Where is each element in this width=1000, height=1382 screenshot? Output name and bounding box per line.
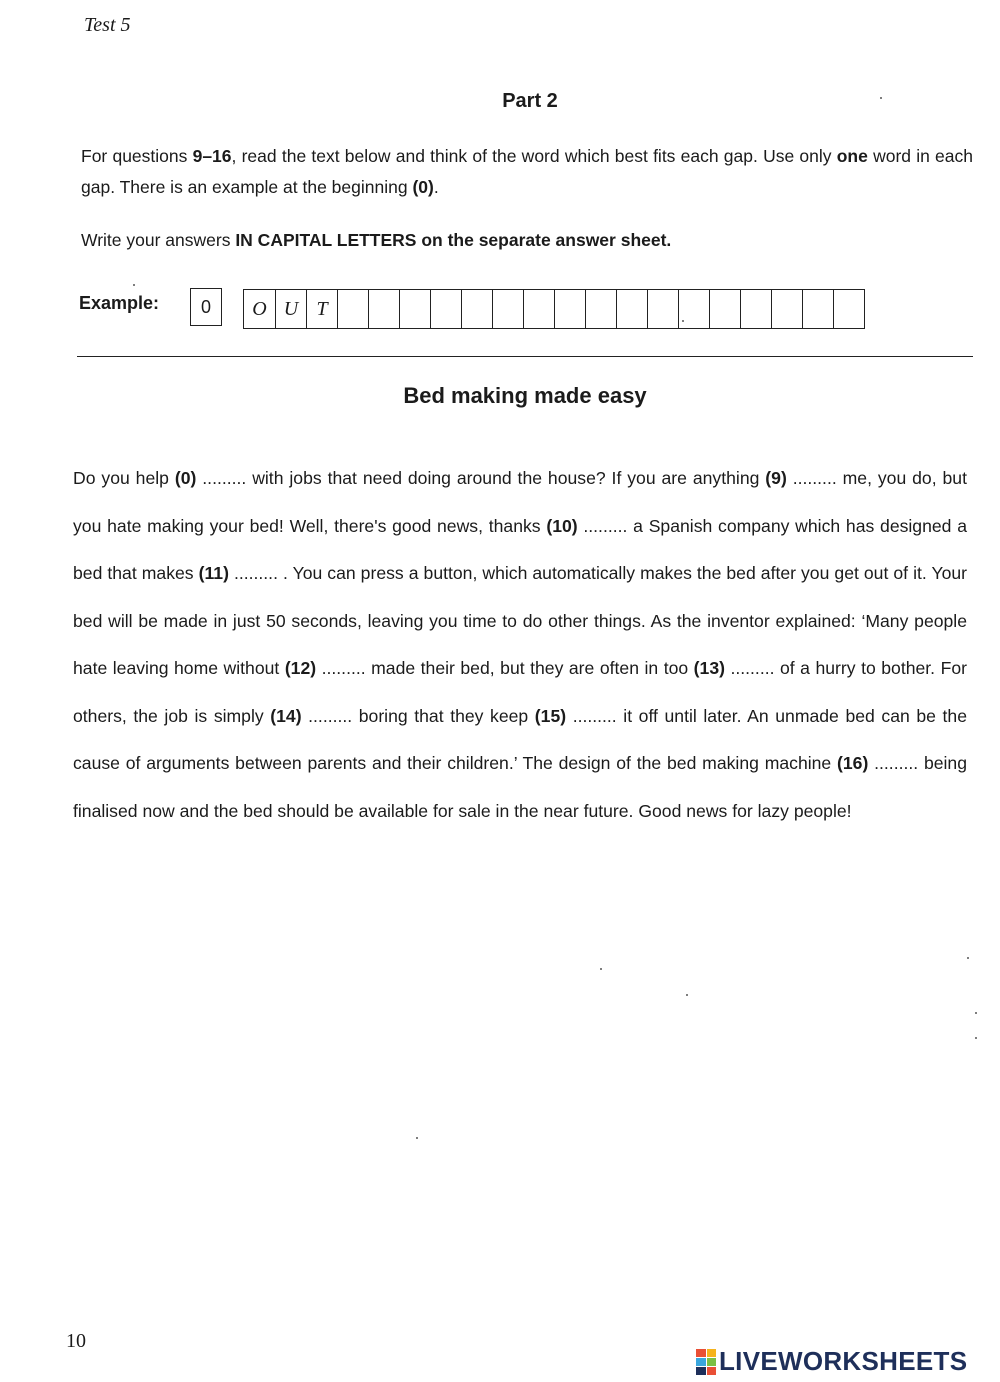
example-letter-cell	[461, 290, 492, 328]
story-segment: ......... made their bed, but they are often in too	[316, 658, 694, 678]
instr-text: Write your answers	[81, 230, 236, 250]
logo-square	[707, 1358, 717, 1366]
instructions-answers	[81, 225, 973, 256]
scan-speck	[967, 957, 969, 959]
scan-speck	[682, 320, 684, 322]
story-segment: ......... being finalised now and the bed should be available for sale in the near future. Good news for lazy people!	[73, 753, 967, 821]
story-segment: ......... it off until later. An unmade bed can be the cause of arguments between parents and their children.’ The design of the bed making machine	[73, 705, 967, 773]
logo-square	[696, 1367, 706, 1375]
test-label: Test 5	[84, 14, 131, 36]
example-letter-cell	[492, 290, 523, 328]
logo-square	[696, 1358, 706, 1366]
example-letter-cell	[585, 290, 616, 328]
instr-question-range: 9–16	[192, 146, 232, 166]
scan-speck	[600, 968, 602, 970]
example-letter-cell	[368, 290, 399, 328]
liveworksheets-brand-text: LIVEWORKSHEETS	[719, 1346, 968, 1376]
scan-speck	[975, 1012, 977, 1014]
example-letter-cell	[554, 290, 585, 328]
instr-example-ref: (0)	[412, 177, 434, 197]
scan-speck	[686, 994, 688, 996]
liveworksheets-logo-icon	[696, 1349, 716, 1375]
logo-square	[707, 1349, 717, 1357]
example-letter-cell	[616, 290, 647, 328]
story-segment: ......... me, you do, but you hate making your bed! Well, there's good news, thanks	[73, 468, 967, 536]
example-letter-cell: O	[252, 297, 267, 320]
gap-number: (13)	[693, 658, 725, 678]
instr-text: .	[433, 177, 439, 197]
example-letter-cell	[399, 290, 430, 328]
gap-number: (12)	[284, 658, 317, 678]
liveworksheets-logo[interactable]	[696, 1346, 967, 1377]
example-number-box: 0	[190, 288, 222, 326]
story-segment: ......... boring that they keep	[301, 705, 535, 726]
story-segment: ......... . You can press a button, which automatically makes the bed after you get out of it. Your bed will be made in just 50 seconds, leaving you time to do other things. As the inventor explained: ‘Many people hate leaving home without	[73, 563, 968, 678]
logo-square	[707, 1367, 717, 1375]
instr-text: word in each gap. There is an example at the beginning	[81, 146, 973, 197]
part-title: Part 2	[502, 90, 558, 112]
example-letter-cell	[523, 290, 554, 328]
story-title: Bed making made easy	[403, 383, 647, 408]
story-segment: ......... a Spanish company which has designed a bed that makes	[73, 515, 967, 583]
instr-text: , read the text below and think of the word which best fits each gap. Use only	[231, 146, 837, 166]
story-text	[73, 455, 967, 835]
logo-square	[696, 1349, 706, 1357]
example-letter-cell	[678, 290, 709, 328]
example-letter-cell	[740, 290, 771, 328]
example-letter-cell	[647, 290, 678, 328]
gap-number: (16)	[837, 753, 869, 773]
gap-number: (10)	[546, 515, 578, 536]
gap-number: (9)	[765, 468, 787, 488]
gap-number: (0)	[174, 468, 197, 488]
example-answer-grid	[243, 289, 865, 329]
example-letter-cell	[709, 290, 740, 328]
example-letter-cell	[771, 290, 802, 328]
gap-number: (11)	[198, 563, 229, 583]
scan-speck	[133, 284, 135, 286]
example-letter-cell	[337, 290, 368, 328]
page-number: 10	[66, 1330, 86, 1352]
story-segment: Do you help	[73, 468, 175, 488]
instructions-questions	[81, 141, 973, 203]
example-letter-cell	[802, 290, 833, 328]
instr-capital-letters: IN CAPITAL LETTERS on the separate answer sheet.	[235, 230, 672, 250]
scan-speck	[880, 97, 882, 99]
story-segment: ......... with jobs that need doing around the house? If you are anything	[196, 468, 766, 488]
scan-speck	[975, 1037, 977, 1039]
scan-speck	[416, 1137, 418, 1139]
gap-number: (14)	[270, 705, 302, 726]
example-letter-cell: U	[275, 290, 306, 328]
divider	[77, 356, 973, 357]
gap-number: (15)	[534, 705, 567, 726]
example-letter-cell	[833, 290, 864, 328]
story-segment: ......... of a hurry to bother. For others, the job is simply	[73, 658, 967, 726]
instr-text: For questions	[81, 146, 193, 166]
instr-one: one	[836, 146, 868, 166]
example-label: Example:	[79, 293, 160, 313]
example-letter-cell	[430, 290, 461, 328]
example-letter-cell: T	[306, 290, 337, 328]
